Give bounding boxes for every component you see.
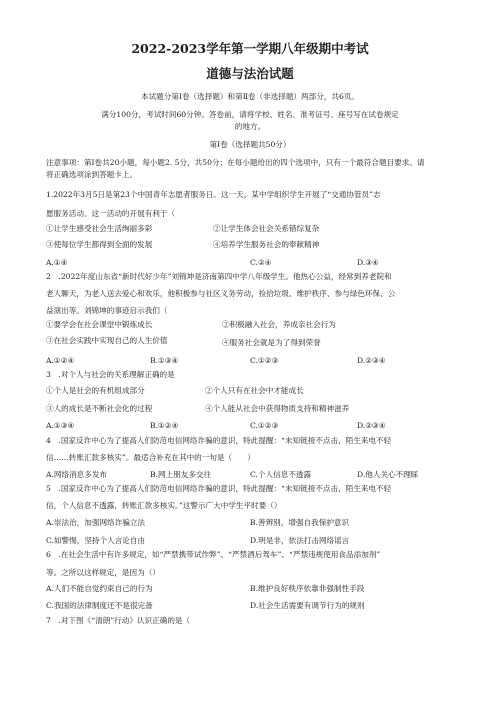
q2-choice-d: D.②③④ [357, 356, 386, 365]
q1-choice-a: A.①④ [46, 258, 68, 267]
q4-stem-2: 信……转账汇款多核实”。最适合补充在其中的一句是（ ） [46, 453, 255, 462]
q1-stem-1: 1.2022年3月5日是第23个中国青年志愿者服务日。这一天，某中学组织学生开展了“交通协管员”志 [46, 190, 381, 199]
q6-stem-2: 等。之所以这样规定，是因为（） [46, 568, 160, 577]
q1-option-4: ④培养学生服务社会的奉献精神 [213, 240, 320, 249]
q2-option-1: ①要学会在社会课堂中锻炼成长 [46, 320, 153, 329]
q5-stem-1: 5 .国家反诈中心为了提高人们防范电信网络诈骗的意识，特此提醒：“未知链接不点击，陌生来电不轻 [46, 484, 392, 493]
q4-choice-c: C.个人信息不透露 [250, 470, 312, 479]
q5-stem-2: 信，个人信息不透露，转账汇款多核实。”这警示广大中学生平时要（） [46, 501, 282, 510]
q1-option-3: ③使每位学生都得到全面的发展 [46, 240, 153, 249]
intro-line-2a: 满分100分，考试时间60分钟。答卷前，请将学校、姓名、准考证号、座号写在试卷规定 [101, 110, 399, 119]
q4-choice-d: D.他人关心不理睬 [357, 470, 419, 479]
q2-stem-3: 益演出等。刘锦坤的事迹启示我们（ [46, 306, 168, 315]
q2-stem-2: 老人聊天，为老人送去爱心和欢乐，他积极参与社区义务劳动，捡拾垃圾、维护秩序、参与绿色环保、公 [46, 289, 396, 298]
q2-option-2: ②积极融入社会，养成亲社会行为 [222, 320, 336, 329]
q6-stem-1: 6 .在社会生活中有许多规定，如“严禁携带试作弊”、“严禁酒后驾车”、“严禁违规使用食品添加剂” [46, 550, 381, 559]
q5-choice-d: D.明是非，依法打击网络谣言 [250, 536, 350, 545]
q6-choice-d: D.社会生活需要有调节行为的规则 [250, 601, 365, 610]
q7-stem: 7 .对下图《“清朗”行动》认识正确的是（ [46, 616, 191, 625]
q1-option-2: ②让学生体会社会关系错综复杂 [213, 224, 320, 233]
q3-choice-b: B.①②④ [150, 421, 179, 430]
q4-choice-a: A.网络消息多发布 [46, 470, 108, 479]
q3-option-2: ②个人只有在社会中才能成长 [205, 386, 304, 395]
q1-choice-c: C.②④ [250, 258, 272, 267]
q1-option-1: ①让学生感受社会生活绚丽多彩 [46, 224, 153, 233]
q5-choice-c: C.如警惕，坚持个人言论自由 [46, 536, 146, 545]
q3-choice-d: D.②③④ [357, 421, 386, 430]
q1-choice-d: D.③④ [357, 258, 379, 267]
q5-choice-b: B.善辨别，增强自我保护意识 [250, 518, 350, 527]
q2-option-3: ③在社会实践中实现自己的人生价值 [46, 336, 168, 345]
q3-option-4: ④个人能从社会中获得物质支持和精神滋养 [205, 404, 350, 413]
q4-choice-b: B.网上朋友多交往 [150, 470, 212, 479]
subject-title: 道德与法治试题 [206, 66, 294, 81]
q4-stem-1: 4 .国家反诈中心为了提高人们防范电信网络诈骗的意识，特此提醒：“未知链接不点击，陌生来电不轻 [46, 436, 392, 445]
q3-choice-a: A.①③④ [46, 421, 75, 430]
q2-option-4: ④服务社会就是为了得到荣誉 [222, 338, 321, 347]
q5-choice-a: A.崇法治，加强网络诈骗立法 [46, 518, 146, 527]
exam-title: 2022-2023学年第一学期八年级期中考试 [131, 41, 369, 56]
q3-choice-c: C.①②③ [250, 421, 279, 430]
q2-choice-a: A.①②④ [46, 356, 75, 365]
part1-heading: 第Ⅰ卷（选择题共50分） [209, 140, 291, 149]
intro-line-1: 本试题分第Ⅰ卷（选择题）和第Ⅱ卷（非选择题）两部分，共6页。 [140, 92, 360, 101]
intro-line-2b: 的地方。 [234, 122, 266, 131]
note-line-1: 注意事项：第Ⅰ卷共20小题，每小题2. 5分，共50分；在每小题给出的四个选项中，只有一个最符合题目要求。请 [46, 158, 425, 167]
q2-stem-1: 2 .2022年度山东省“新时代好少年”刘锦坤是济南第四中学八年级学生。他热心公益，经常到养老院和 [46, 272, 392, 281]
q3-option-3: ③人的成长是不断社会化的过程 [46, 404, 153, 413]
q2-choice-c: C.①②③ [250, 356, 279, 365]
note-line-2: 将正确选项涂到答题卡上。 [46, 170, 138, 179]
q2-choice-b: B.①③④ [150, 356, 179, 365]
q3-option-1: ①个人是社会的有机组成部分 [46, 386, 145, 395]
q1-stem-2: 愿服务活动。这一活动的开展有利于（ [46, 209, 176, 218]
q6-choice-c: C.我国的法律制度还不是很完备 [46, 601, 153, 610]
q3-stem: 3 .对个人与社会的关系理解正确的是 [46, 370, 175, 379]
q6-choice-a: A.人们不能自觉约束自己的行为 [46, 584, 153, 593]
q6-choice-b: B.维护良好秩序依靠非强制性手段 [250, 584, 365, 593]
